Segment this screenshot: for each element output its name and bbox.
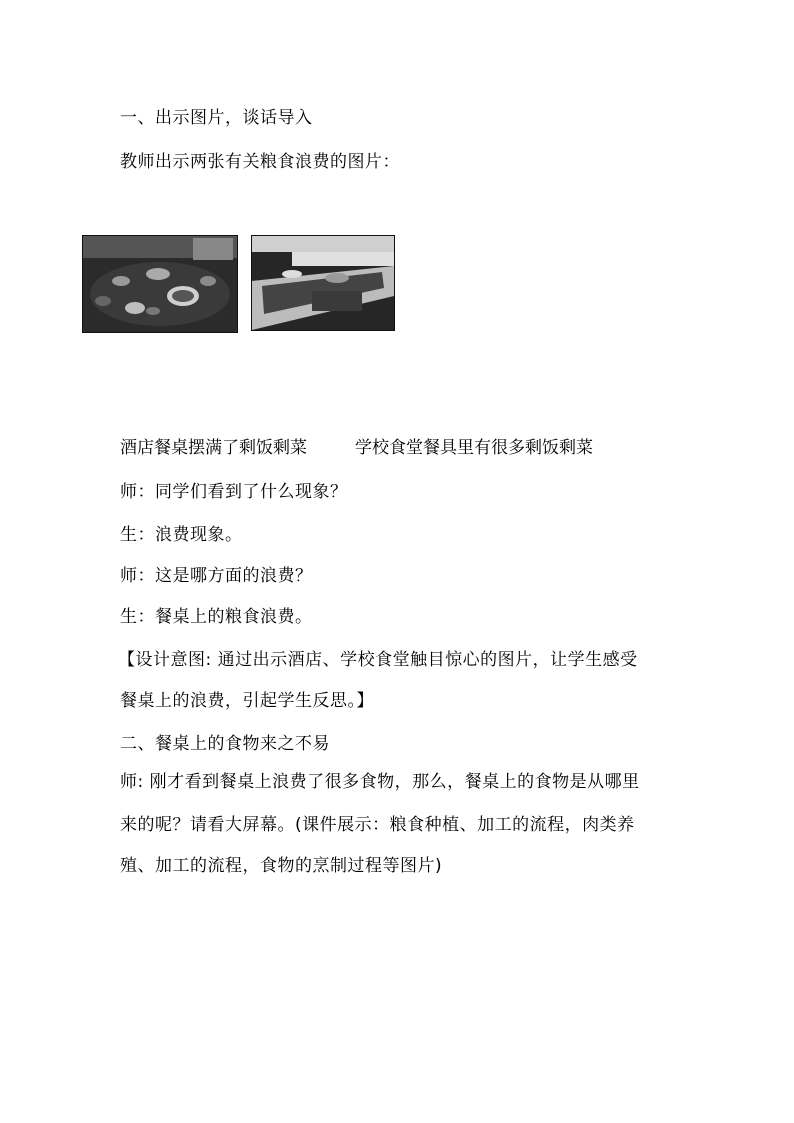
dialogue-line: 师：这是哪方面的浪费？ [120, 566, 313, 586]
section1-heading: 一、出示图片，谈话导入 [120, 108, 313, 128]
design-intent-line: 【设计意图: 通过出示酒店、学校食堂触目惊心的图片，让学生感受 [118, 650, 638, 670]
dialogue-line: 师：同学们看到了什么现象？ [120, 482, 348, 502]
canteen-photo-caption: 学校食堂餐具里有很多剩饭剩菜 [355, 438, 593, 458]
hotel-table-photo [82, 235, 238, 333]
dialogue-line: 生：浪费现象。 [120, 525, 243, 545]
hotel-photo-caption: 酒店餐桌摆满了剩饭剩菜 [120, 438, 307, 458]
dialogue-line: 生：餐桌上的粮食浪费。 [120, 607, 313, 627]
section1-intro: 教师出示两张有关粮食浪费的图片： [120, 152, 400, 172]
section2-paragraph-line: 师: 刚才看到餐桌上浪费了很多食物，那么，餐桌上的食物是从哪里 [120, 772, 640, 792]
design-intent-line: 餐桌上的浪费，引起学生反思。】 [120, 691, 374, 711]
section2-paragraph-line: 殖、加工的流程，食物的烹制过程等图片) [120, 856, 443, 876]
section2-paragraph-line: 来的呢？请看大屏幕。(课件展示：粮食种植、加工的流程，肉类养 [120, 815, 635, 835]
school-canteen-photo [251, 235, 395, 331]
section2-heading: 二、餐桌上的食物来之不易 [120, 734, 330, 754]
